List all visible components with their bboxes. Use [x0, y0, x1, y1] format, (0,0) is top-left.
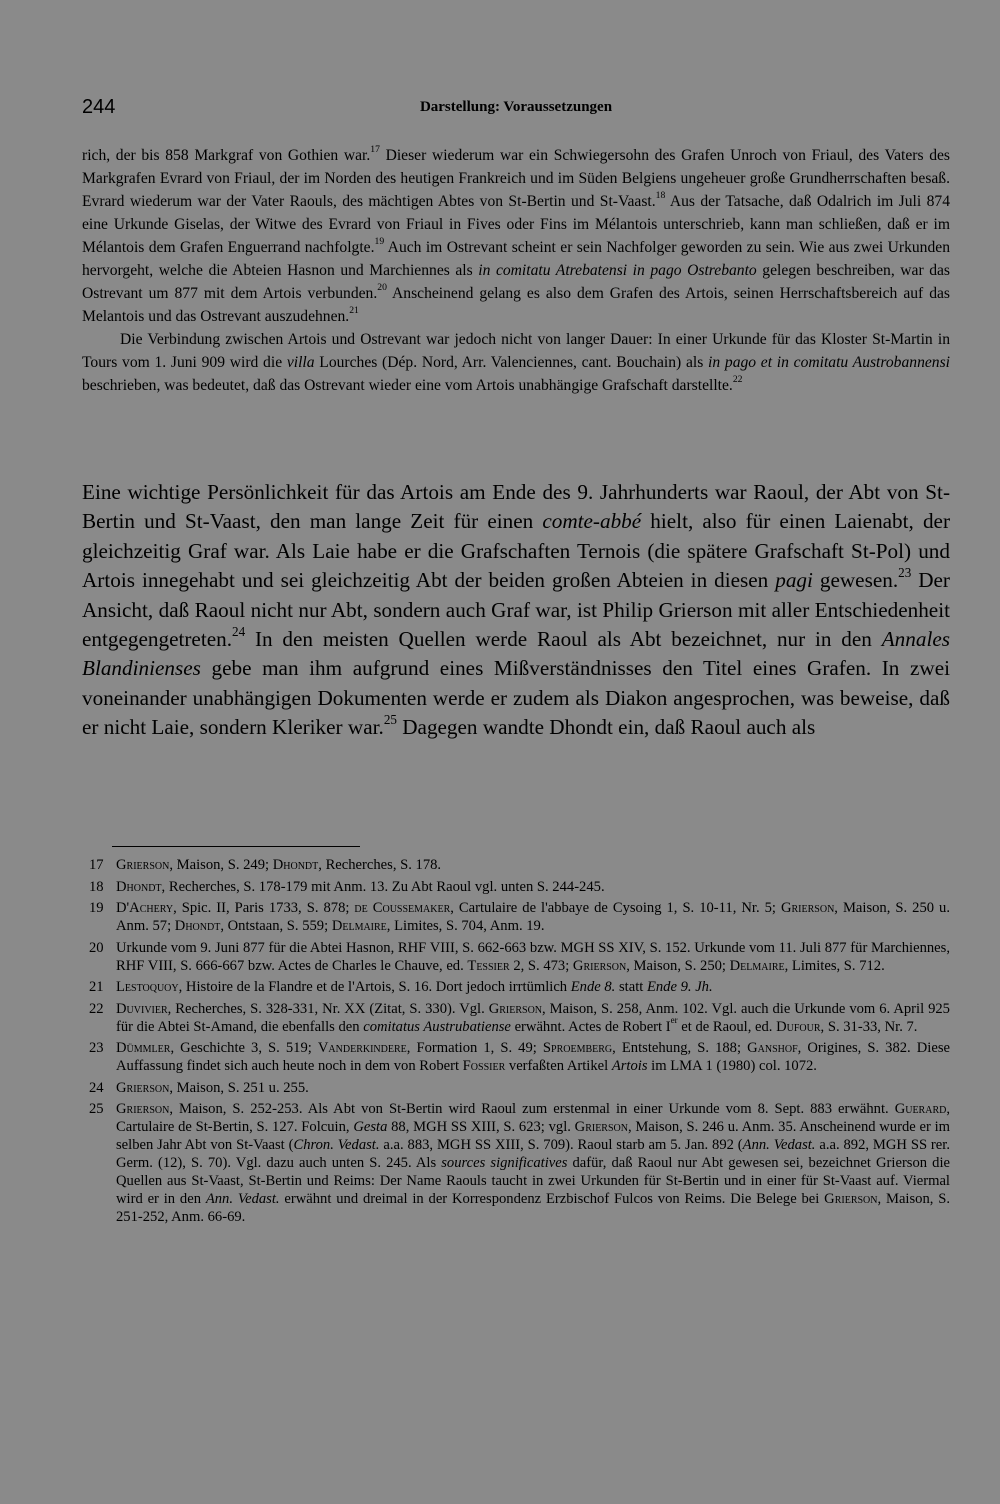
italic-text: villa	[286, 354, 315, 371]
footnote-number: 24	[89, 1079, 104, 1096]
paragraph	[82, 144, 950, 328]
text-run: , Maison, S. 250;	[626, 957, 730, 974]
author-name: Guerard	[894, 1101, 947, 1117]
text-run: verfaßten Artikel	[505, 1058, 612, 1074]
author-name: Delmaire	[729, 957, 785, 974]
footnote-number: 18	[89, 878, 104, 895]
paragraph	[82, 478, 950, 743]
footnote-number: 20	[89, 939, 104, 956]
text-run: Die Verbindung zwischen Artois und Ostrevant war jedoch nicht von langer Dauer: In einer Urkunde für das Kloster St-Martin in Tours vom 1. Juni 909 wird die	[82, 331, 950, 371]
text-run: Lourches (Dép. Nord, Arr. Valenciennes, cant. Bouchain) als	[314, 354, 709, 371]
text-run: , Limites, S. 704, Anm. 19.	[386, 918, 545, 934]
italic-text: Ann. Vedast.	[742, 1137, 816, 1153]
footnote-18	[82, 878, 950, 896]
author-name: Dümmler	[116, 1040, 171, 1056]
text-run: , Formation 1, S. 49;	[406, 1040, 543, 1056]
footnote-ref: 25	[383, 712, 397, 728]
page-number: 244	[82, 96, 116, 118]
text-run: , Maison, S. 251 u. 255.	[169, 1079, 309, 1096]
text-run: , Cartulaire de St-Bertin, S. 127. Folcuin,	[116, 1101, 950, 1135]
author-name: Grierson	[780, 900, 835, 916]
text-run: gebe man ihm aufgrund eines Mißverständnisses den Titel eines Grafen. In zwei voneinander unabhängigen Dokumenten werde er zudem als Diakon angesprochen, was beweise, daß er nicht Laie, sondern Kleriker war.	[82, 656, 950, 740]
text-run: , Maison, S. 252-253. Als Abt von St-Bertin wird Raoul zum erstenmal in einer Urkunde vom 8. Sept. 883 erwähnt.	[169, 1101, 895, 1117]
footnote-ref: 21	[349, 305, 359, 317]
author-name: Grierson	[116, 857, 170, 873]
text-run: 88, MGH SS XIII, S. 623; vgl.	[387, 1119, 575, 1135]
author-name: D'Achery	[116, 900, 174, 916]
footnote-separator	[112, 846, 360, 847]
italic-text: Ann. Vedast.	[205, 1191, 280, 1207]
author-name: de Coussemaker	[354, 900, 451, 916]
italic-text: comte-abbé	[542, 509, 642, 534]
text-run: , Origines, S. 382. Diese Auffassung findet sich auch heute noch in dem von Robert	[116, 1040, 950, 1074]
text-run: , Maison, S. 250 u. Anm. 57;	[116, 900, 950, 934]
italic-text: comitatus Austrubatiense	[363, 1018, 511, 1035]
author-name: Fossier	[462, 1058, 506, 1074]
text-run: , Histoire de la Flandre et de l'Artois, S. 16. Dort jedoch irrtümlich	[178, 979, 571, 995]
footnote-number: 19	[89, 900, 104, 916]
paragraph	[82, 328, 950, 397]
text-run: Auch im Ostrevant scheint er sein Nachfolger geworden zu sein. Wie aus zwei Urkunden hervorgeht, welche die Abteien Hasnon und Marchiennes als	[82, 239, 950, 279]
text-run: In den meisten Quellen werde Raoul als Abt bezeichnet, nur in den	[245, 627, 882, 652]
footnote-24	[82, 1079, 950, 1097]
text-run: statt	[615, 979, 647, 995]
text-run: , Recherches, S. 178-179 mit Anm. 13. Zu Abt Raoul vgl. unten S. 244-245.	[161, 878, 605, 895]
text-run: , Recherches, S. 328-331, Nr. XX (Zitat, S. 330). Vgl.	[167, 1000, 489, 1017]
text-run: a.a. 883, MGH SS XIII, S. 709). Raoul starb am 5. Jan. 892 (	[379, 1137, 743, 1153]
author-name: Ganshof	[747, 1040, 798, 1056]
footnote-number: 25	[89, 1101, 104, 1117]
footnotes	[82, 856, 950, 1230]
text-run: , S. 31-33, Nr. 7.	[820, 1018, 918, 1035]
text-run: dafür, daß Raoul nur Abt gewesen sei, bezeichnet Grierson die Quellen aus St-Vaast, St-Bertin und Reims: Der Name Raouls taucht in zwei Urkunden für St-Bertin und in einer für St-Vaast auf. Viermal wird er in den	[116, 1155, 951, 1207]
italic-text: Gesta	[353, 1119, 388, 1135]
text-run: gewesen.	[812, 568, 899, 593]
text-run: , Recherches, S. 178.	[318, 857, 442, 873]
author-name: Dhondt	[116, 878, 162, 895]
author-name: Dhondt	[272, 857, 319, 873]
text-run: , Geschichte 3, S. 519;	[170, 1040, 318, 1056]
author-name: Tessier	[467, 957, 510, 974]
text-run: a.a. 892, MGH SS rer. Germ. (12), S. 70). Vgl. dazu auch unten S. 245. Als	[116, 1137, 950, 1171]
footnote-number: 17	[89, 857, 104, 873]
footnote-20	[82, 939, 950, 975]
text-run: beschrieben, was bedeutet, daß das Ostrevant wieder eine vom Artois unabhängige Grafschaft darstellte.	[82, 377, 733, 394]
footnote-number: 23	[89, 1040, 104, 1056]
text-run: Anscheinend gelang es also dem Grafen des Artois, seinen Herrschaftsbereich auf das Melantois und das Ostrevant auszudehnen.	[82, 285, 950, 325]
author-name: Vanderkindere	[317, 1040, 407, 1056]
text-run: , Entstehung, S. 188;	[612, 1040, 748, 1056]
text-run: Aus der Tatsache, daß Odalrich im Juli 874 eine Urkunde Giselas, der Witwe des Evrard von Friaul in Fives oder Fins im Mélantois unterschrieb, kann man schließen, daß er im Mélantois dem Grafen Enguerrand nachfolgte.	[82, 193, 950, 256]
italic-text: in comitatu Atrebatensi in pago Ostrebanto	[478, 262, 757, 279]
running-head-title: Darstellung: Voraussetzungen	[419, 99, 613, 115]
text-run: hielt, also für einen Laienabt, der gleichzeitig Graf war. Als Laie habe er die Grafschaften Ternois (die spätere Grafschaft St-Pol) und Artois innegehabt und sei gleichzeitig Abt der beiden großen Abteien in diesen	[82, 509, 951, 593]
author-name: Dufour	[776, 1018, 821, 1035]
footnote-17	[82, 856, 950, 874]
footnote-ref: 19	[374, 236, 385, 248]
footnote-ref: 23	[898, 565, 912, 581]
footnote-21	[82, 978, 950, 996]
author-name: Grierson	[574, 1119, 628, 1135]
text-run: , Maison, S. 249;	[169, 857, 273, 873]
italic-text: sources significatives	[441, 1155, 568, 1171]
author-name: Grierson	[572, 957, 627, 974]
text-run: 2, S. 473;	[509, 957, 573, 974]
author-name: Grierson	[116, 1079, 170, 1096]
running-head	[82, 96, 950, 122]
italic-text: pagi	[775, 568, 813, 593]
text-run: Urkunde vom 9. Juni 877 für die Abtei Hasnon, RHF VIII, S. 662-663 bzw. MGH SS XIV, S. 152. Urkunde vom 11. Juli 877 für Marchiennes, RHF VIII, S. 666-667 bzw. Actes de Charles le Chauve, ed.	[116, 939, 950, 974]
author-name: Grierson	[116, 1101, 170, 1117]
text-run: erwähnt. Actes de Robert I	[510, 1018, 671, 1035]
text-run: Dagegen wandte Dhondt ein, daß Raoul auch als	[396, 715, 816, 740]
superscript: er	[670, 1015, 678, 1026]
footnote-ref: 20	[377, 282, 387, 294]
footnote-23	[82, 1039, 950, 1075]
footnote-ref: 22	[732, 374, 743, 386]
text-run: Eine wichtige Persönlichkeit für das Artois am Ende des 9. Jahrhunderts war Raoul, der Abt von St-Bertin und St-Vaast, den man lange Zeit für einen	[82, 480, 950, 534]
main-text-section	[82, 478, 950, 743]
author-name: Lestoquoy	[116, 979, 179, 995]
footnote-number: 21	[89, 979, 104, 995]
footnote-ref: 18	[655, 190, 666, 202]
footnote-number: 22	[89, 1000, 104, 1017]
italic-text: Annales Blandinienses	[82, 627, 950, 681]
text-run: im LMA 1 (1980) col. 1072.	[647, 1058, 817, 1074]
text-run: , Cartulaire de l'abbaye de Cysoing 1, S. 10-11, Nr. 5;	[450, 900, 781, 916]
footnote-22	[82, 1000, 950, 1036]
footnote-19	[82, 899, 950, 935]
italic-text: in pago et in comitatu Austrobannensi	[708, 354, 950, 371]
italic-text: Ende 9. Jh.	[646, 979, 713, 995]
author-name: Delmaire	[331, 918, 387, 934]
text-run: rich, der bis 858 Markgraf von Gothien war.	[82, 147, 371, 164]
text-run: Der Ansicht, daß Raoul nicht nur Abt, sondern auch Graf war, ist Philip Grierson mit aller Entschiedenheit entgegengetreten.	[82, 568, 950, 652]
italic-text: Ende 8.	[570, 979, 616, 995]
author-name: Grierson	[824, 1191, 878, 1207]
text-run: , Maison, S. 246 u. Anm. 35. Anscheinend wurde er im selben Jahr Abt von St-Vaast (	[116, 1119, 950, 1153]
text-run: , Spic. II, Paris 1733, S. 878;	[173, 900, 355, 916]
text-run: et de Raoul, ed.	[677, 1018, 777, 1035]
author-name: Duvivier	[116, 1000, 168, 1017]
text-run: , Limites, S. 712.	[784, 957, 885, 974]
text-run: , Ontstaan, S. 559;	[220, 918, 332, 934]
text-run: , Maison, S. 251-252, Anm. 66-69.	[116, 1191, 951, 1225]
author-name: Dhondt	[174, 918, 221, 934]
footnote-ref: 24	[232, 624, 246, 639]
italic-text: Artois	[611, 1058, 648, 1074]
text-run: erwähnt und dreimal in der Korrespondenz Erzbischof Fulcos von Reims. Die Belege bei	[279, 1191, 825, 1207]
author-name: Sproemberg	[542, 1040, 613, 1056]
text-run: gelegen beschreiben, war das Ostrevant um 877 mit dem Artois verbunden.	[82, 262, 950, 302]
text-run: Dieser wiederum war ein Schwiegersohn des Grafen Unroch von Friaul, des Vaters des Markgrafen Evrard von Friaul, der im Norden des heutigen Frankreich und im Süden Belgiens ungeheuer große Grundherrschaften besaß. Evrard wiederum war der Vater Raouls, des mächtigen Abtes von St-Bertin und St-Vaast.	[82, 147, 950, 210]
footnote-ref: 17	[370, 144, 380, 156]
italic-text: Chron. Vedast.	[293, 1137, 380, 1153]
author-name: Grierson	[488, 1000, 543, 1017]
small-print-section	[82, 144, 950, 397]
footnote-25	[82, 1100, 950, 1226]
text-run: , Maison, S. 258, Anm. 102. Vgl. auch die Urkunde vom 6. April 925 für die Abtei St-Amand, die ebenfalls den	[116, 1000, 950, 1035]
